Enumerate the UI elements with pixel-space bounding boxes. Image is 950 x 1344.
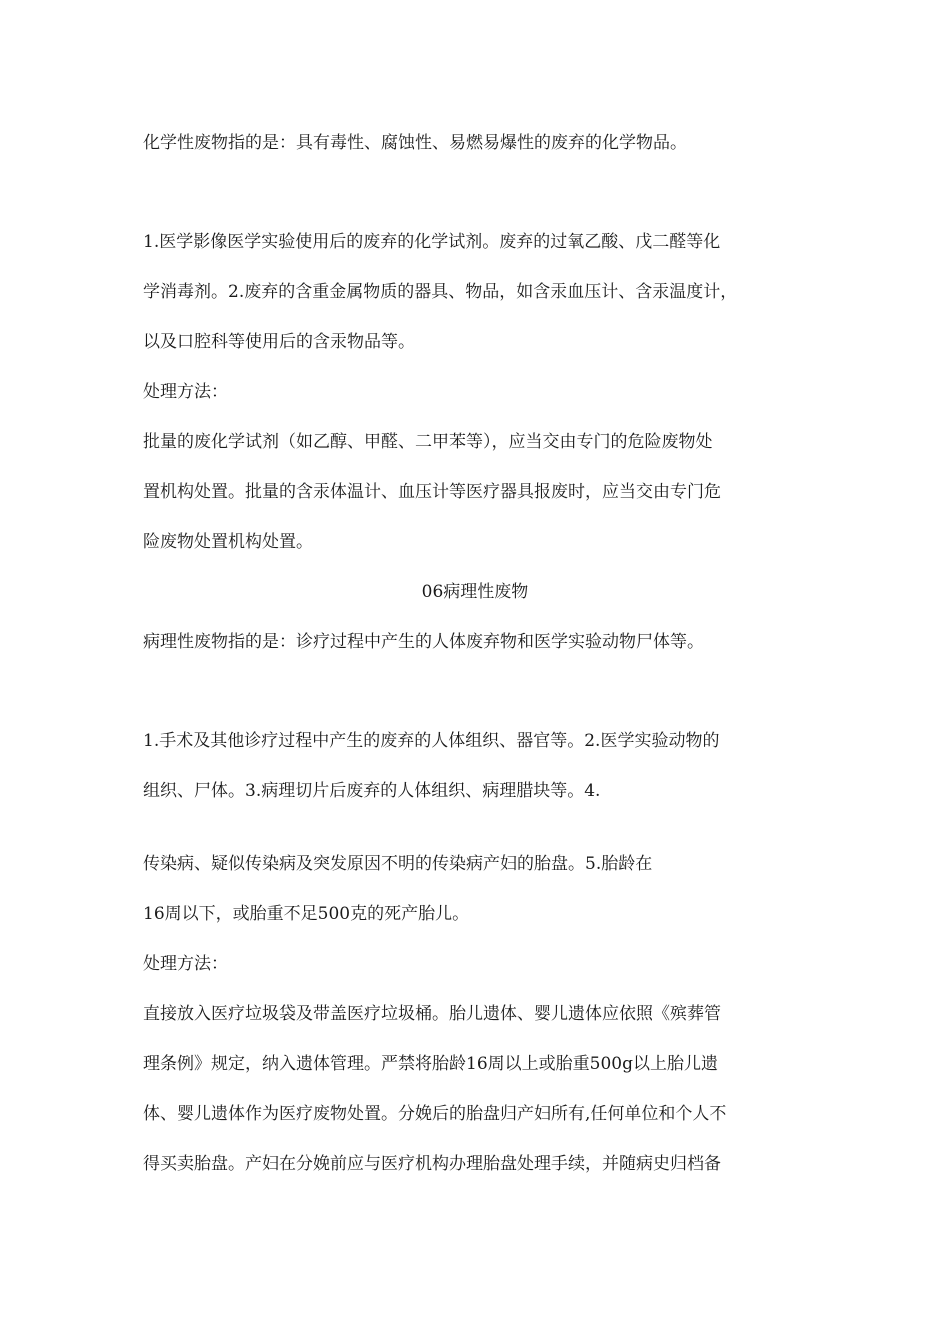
- paragraph-line: 16周以下，或胎重不足500克的死产胎儿。: [143, 904, 470, 924]
- paragraph-line: 以及口腔科等使用后的含汞物品等。: [143, 332, 415, 352]
- paragraph-line: 得买卖胎盘。产妇在分娩前应与医疗机构办理胎盘处理手续，并随病史归档备: [143, 1154, 721, 1174]
- subheading-treatment-method: 处理方法：: [143, 382, 228, 402]
- paragraph-line-chemical-definition: 化学性废物指的是：具有毒性、腐蚀性、易燃易爆性的废弃的化学物品。: [143, 133, 687, 153]
- paragraph-line: 理条例》规定，纳入遗体管理。严禁将胎龄16周以上或胎重500g以上胎儿遗: [143, 1054, 718, 1074]
- section-heading-pathological-waste: 06病理性废物: [421, 582, 529, 602]
- paragraph-line: 传染病、疑似传染病及突发原因不明的传染病产妇的胎盘。5.胎龄在: [143, 854, 653, 874]
- paragraph-line: 1.医学影像医学实验使用后的废弃的化学试剂。废弃的过氧乙酸、戊二醛等化: [143, 232, 721, 252]
- paragraph-line: 置机构处置。批量的含汞体温计、血压计等医疗器具报废时，应当交由专门危: [143, 482, 721, 502]
- paragraph-line: 批量的废化学试剂（如乙醇、甲醛、二甲苯等），应当交由专门的危险废物处: [143, 432, 713, 452]
- paragraph-line: 学消毒剂。2.废弃的含重金属物质的器具、物品，如含汞血压计、含汞温度计，: [143, 282, 738, 302]
- subheading-treatment-method: 处理方法：: [143, 954, 228, 974]
- paragraph-line: 直接放入医疗垃圾袋及带盖医疗垃圾桶。胎儿遗体、婴儿遗体应依照《殡葬管: [143, 1004, 721, 1024]
- paragraph-line: 组织、尸体。3.病理切片后废弃的人体组织、病理腊块等。4.: [143, 781, 601, 801]
- paragraph-line: 1.手术及其他诊疗过程中产生的废弃的人体组织、器官等。2.医学实验动物的: [143, 731, 720, 751]
- paragraph-line: 险废物处置机构处置。: [143, 532, 313, 552]
- paragraph-line-pathological-definition: 病理性废物指的是：诊疗过程中产生的人体废弃物和医学实验动物尸体等。: [143, 632, 704, 652]
- paragraph-line: 体、婴儿遗体作为医疗废物处置。分娩后的胎盘归产妇所有,任何单位和个人不: [143, 1104, 727, 1124]
